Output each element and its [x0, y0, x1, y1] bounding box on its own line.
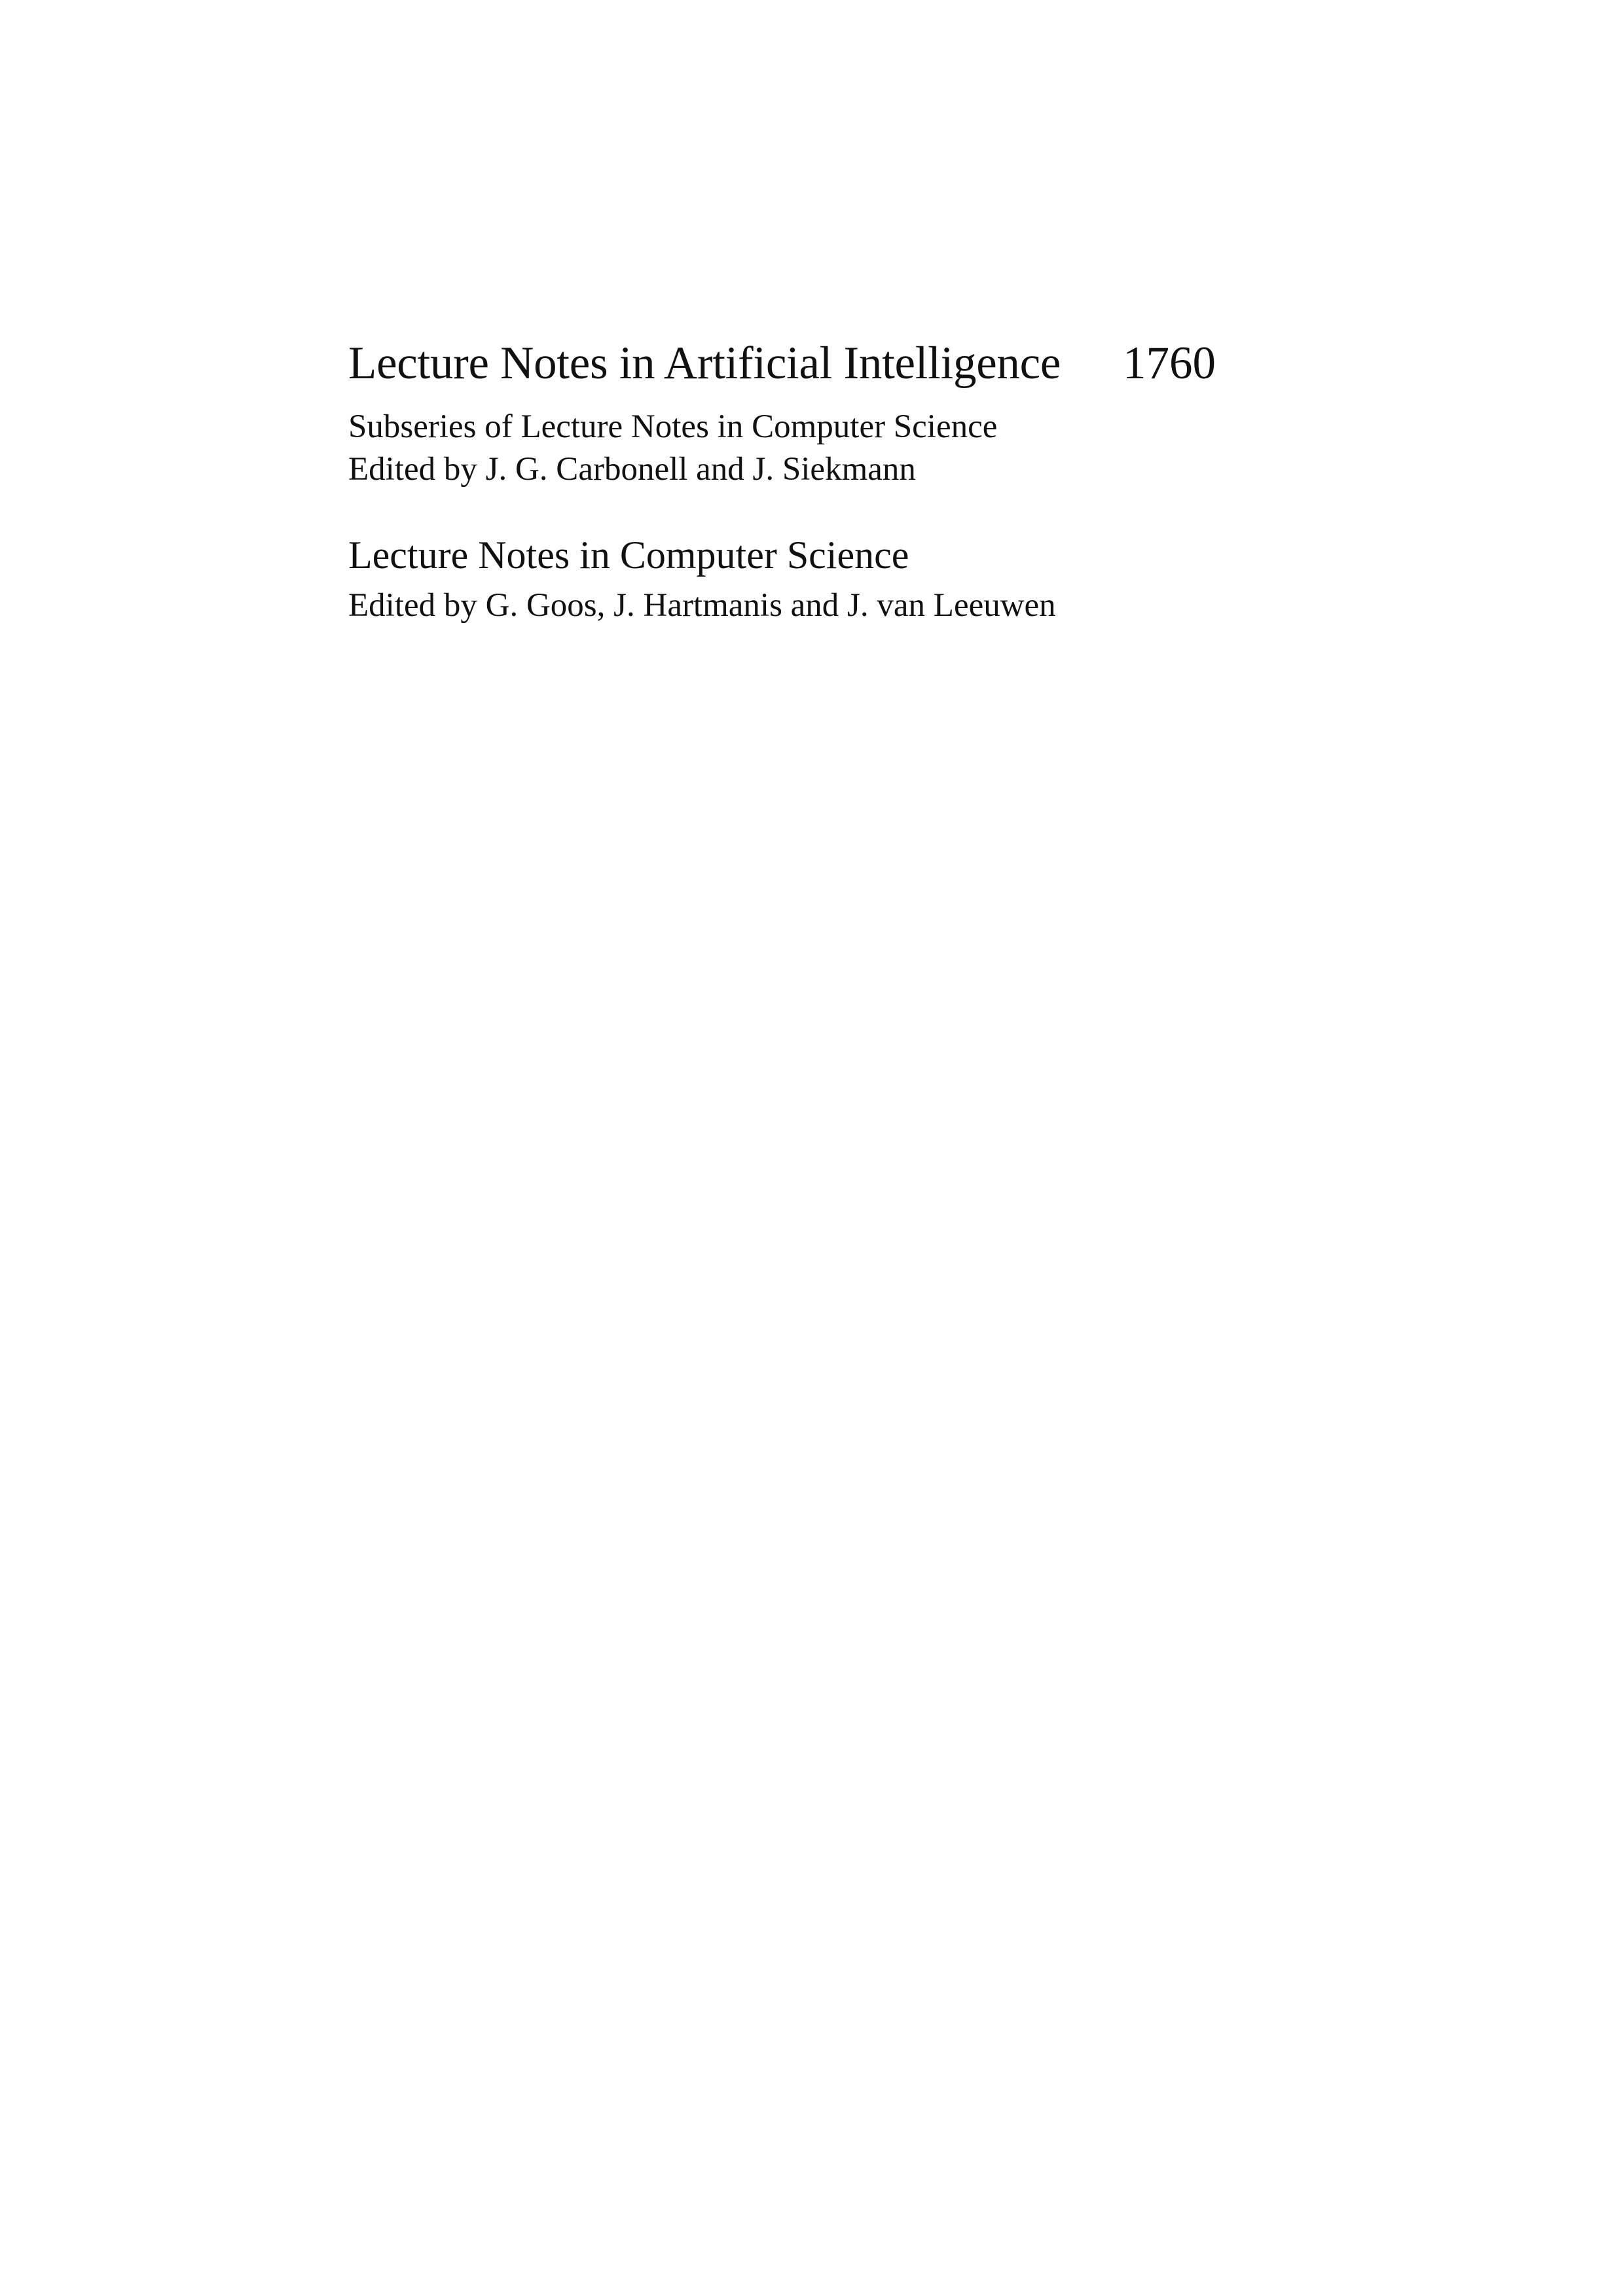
series-editors: Edited by J. G. Carbonell and J. Siekmann: [348, 451, 916, 488]
series-title: Lecture Notes in Artificial Intelligence: [348, 338, 1061, 389]
series-header: [348, 331, 1278, 396]
parent-series-title: Lecture Notes in Computer Science: [348, 533, 909, 577]
series-information: [348, 331, 1278, 396]
parent-series-editors: Edited by G. Goos, J. Hartmanis and J. van Leeuwen: [348, 587, 1056, 624]
volume-number: 1760: [1123, 338, 1216, 389]
subseries-description: Subseries of Lecture Notes in Computer Science: [348, 408, 998, 445]
